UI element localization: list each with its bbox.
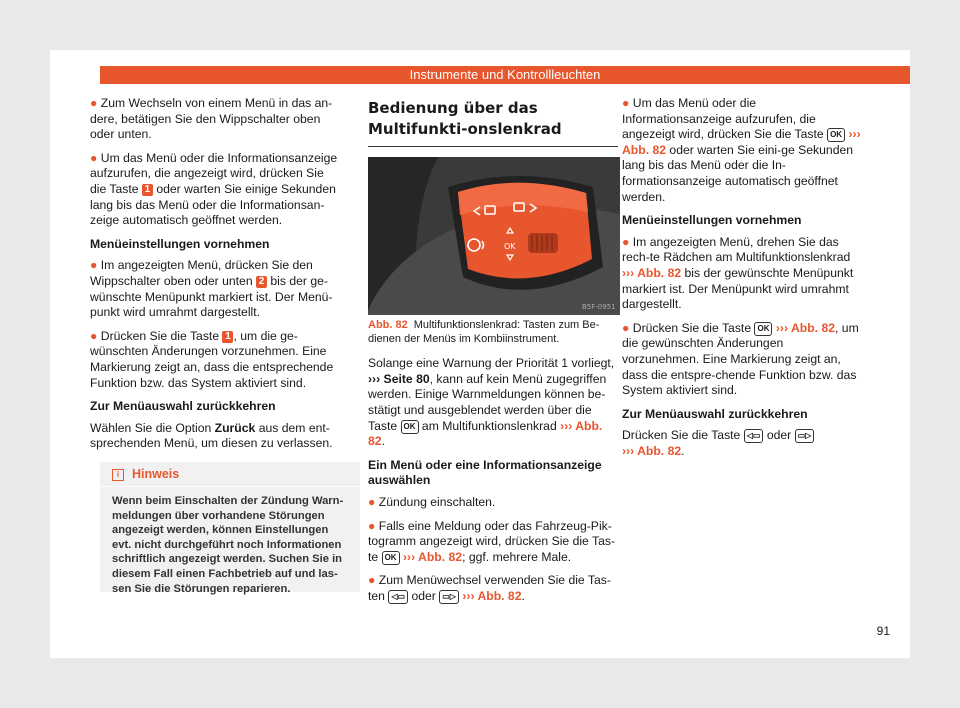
ok-key-icon: OK xyxy=(382,551,400,565)
hint-box xyxy=(100,462,360,595)
divider xyxy=(368,146,618,147)
ok-key-icon: OK xyxy=(401,420,419,434)
bullet-icon: ● xyxy=(368,518,376,533)
column-left xyxy=(90,96,338,460)
steering-wheel-illustration xyxy=(368,157,620,315)
bullet-icon: ● xyxy=(622,234,630,249)
ok-key-icon: OK xyxy=(827,128,845,142)
bullet-icon: ● xyxy=(622,96,630,110)
steering-wheel-figure xyxy=(368,157,620,315)
list-item: ● Zum Menüwechsel verwenden Sie die Tas-ten ◁▭ oder ▭▷ ››› Abb. 82. xyxy=(368,573,611,603)
chapter-header: Instrumente und Kontrollleuchten xyxy=(100,66,910,84)
figure-link[interactable]: ››› Abb. 82 xyxy=(775,320,836,335)
section-title: Bedienung über das Multifunkti-onslenkrad xyxy=(368,99,562,138)
list-item: ● Zündung einschalten. xyxy=(368,494,496,509)
subheading: Ein Menü oder eine Informationsanzeige auswählen xyxy=(368,457,602,488)
paragraph: Wählen Sie die Option Zurück aus dem ent-sprechenden Menü, um diesen zu verlassen. xyxy=(90,420,333,451)
figure-code: B5F-0951 xyxy=(582,303,616,311)
page-number: 91 xyxy=(876,624,890,638)
column-middle xyxy=(368,96,618,613)
figure-link[interactable]: ››› Abb. 82 xyxy=(462,588,522,603)
list-item: ● Im angezeigten Menü, drücken Sie den Wippschalter oben oder unten 2 bis der ge-wünschte Menüpunkt markiert ist. Der Menü-punkt wird umrahmt dargestellt. xyxy=(90,258,333,320)
subheading: Menüeinstellungen vornehmen xyxy=(90,236,270,251)
subheading: Zur Menüauswahl zurückkehren xyxy=(90,399,276,414)
ok-label: OK xyxy=(504,242,516,251)
manual-page xyxy=(50,50,910,658)
ok-key-icon: OK xyxy=(754,322,772,336)
bullet-icon: ● xyxy=(622,320,630,335)
callout-number: 1 xyxy=(142,184,153,196)
hint-text: Wenn beim Einschalten der Zündung Warn-meldungen über vorhandene Störungen angezeigt werden, können Einstellungen evt. nicht durchgeführt noch Informationen schriftlich angezeigt werden. Suchen Sie in diesem Fall einen Fachbetrieb auf und las-sen Sie die Störungen reparieren. xyxy=(112,495,344,595)
hint-header: i Hinweis xyxy=(100,462,360,487)
callout-number: 2 xyxy=(256,276,267,288)
figure-link[interactable]: ››› Abb. 82 xyxy=(622,265,682,280)
list-item: ● Um das Menü oder die Informationsanzeige aufzurufen, die angezeigt wird, drücken Sie die Taste 1 oder warten Sie einige Sekunden lang bis das Menü oder die Informationsan-zeige automatisch geöffnet werden. xyxy=(90,150,338,228)
back-key-icon: ◁▭ xyxy=(744,429,764,443)
figure-link[interactable]: ››› Abb. 82 xyxy=(622,127,861,157)
forward-key-icon: ▭▷ xyxy=(439,590,459,604)
page-link[interactable]: ››› Seite 80 xyxy=(368,371,430,386)
figure-link[interactable]: ››› Abb. 82 xyxy=(402,549,463,564)
bullet-icon: ● xyxy=(90,258,98,273)
paragraph: Drücken Sie die Taste ◁▭ oder ▭▷ ››› Abb. 82. xyxy=(622,428,862,459)
back-key-icon: ◁▭ xyxy=(388,590,408,604)
column-right xyxy=(622,96,862,467)
forward-key-icon: ▭▷ xyxy=(795,429,815,443)
list-item: ● Drücken Sie die Taste 1 , um die ge-wünschten Änderungen vorzunehmen. Eine Markierung zeigt an, dass die entsprechende Funktion bzw. das System aktiviert sind. xyxy=(90,328,334,390)
figure-link[interactable]: ››› Abb. 82 xyxy=(368,418,603,449)
list-item: ● Drücken Sie die Taste OK ››› Abb. 82, um die gewünschten Änderungen vorzunehmen. Eine Markierung zeigt an, dass die entspre-chende Funktion bzw. das System aktiviert sind. xyxy=(622,320,859,398)
bullet-icon: ● xyxy=(90,328,98,343)
bullet-icon: ● xyxy=(90,96,98,110)
subheading: Zur Menüauswahl zurückkehren xyxy=(622,406,808,421)
info-icon: i xyxy=(112,469,124,481)
paragraph: Solange eine Warnung der Priorität 1 vorliegt, ››› Seite 80, kann auf kein Menü zugegriffen werden. Einige Warnmeldungen können be-stätigt und ausgeblendet werden über die Taste OK am Multifunktionslenkrad ››› Abb. 82. xyxy=(368,356,615,449)
bullet-icon: ● xyxy=(368,494,376,509)
list-item: ● Im angezeigten Menü, drehen Sie das rech-te Rädchen am Multifunktionslenkrad ››› Abb. 82 bis der gewünschte Menüpunkt markiert ist. Der Menüpunkt wird umrahmt dargestellt. xyxy=(622,234,854,312)
bullet-icon: ● xyxy=(368,573,376,588)
figure-link[interactable]: ››› Abb. 82 xyxy=(622,443,682,458)
figure-caption: Abb. 82 Multifunktionslenkrad: Tasten zum Be-dienen der Menüs im Kombiinstrument. xyxy=(368,319,600,345)
list-item: ● Falls eine Meldung oder das Fahrzeug-Pik-togramm angezeigt wird, drücken Sie die Tas-te OK ››› Abb. 82; ggf. mehrere Male. xyxy=(368,518,616,564)
subheading: Menüeinstellungen vornehmen xyxy=(622,213,802,228)
list-item: ● Um das Menü oder die Informationsanzeige aufzurufen, die angezeigt wird, drücken Sie die Taste OK ››› Abb. 82 oder warten Sie eini-ge Sekunden lang bis das Menü oder die In-formationsanzeige automatisch geöffnet werden. xyxy=(622,96,861,204)
bullet-icon: ● xyxy=(90,150,98,165)
callout-number: 1 xyxy=(222,331,233,343)
list-item: ● Zum Wechseln von einem Menü in das an-dere, betätigen Sie den Wippschalter oben oder unten. xyxy=(90,96,333,142)
